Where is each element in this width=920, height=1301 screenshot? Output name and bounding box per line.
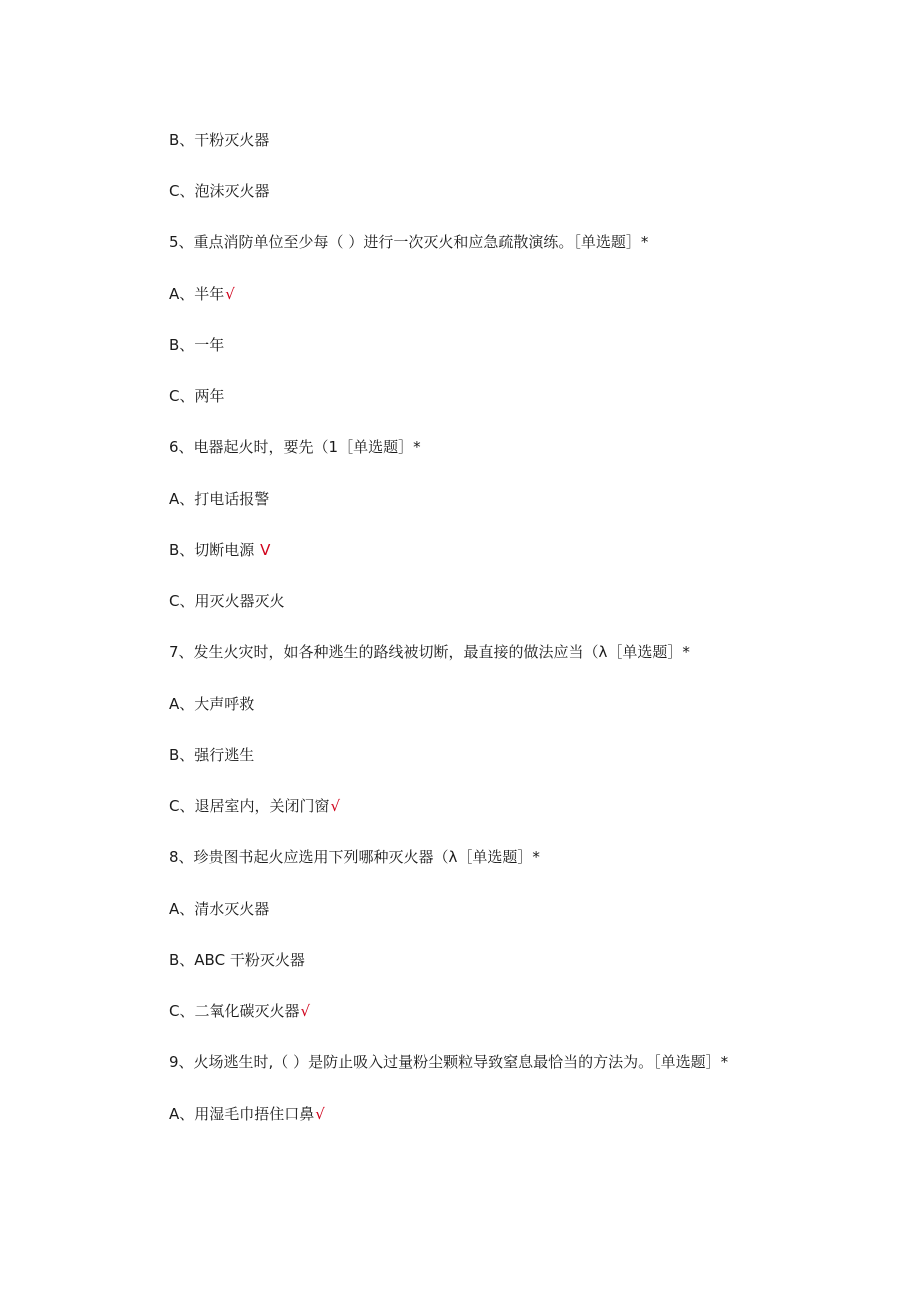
option-text: B、强行逃生 (169, 746, 255, 764)
question-line (169, 847, 541, 867)
option-line (169, 1104, 325, 1124)
question-text: 9、火场逃生时,（ ）是防止吸入过量粉尘颗粒导致窒息最恰当的方法为。［单选题］* (169, 1053, 729, 1071)
answer-mark: V (260, 541, 271, 559)
question-line (169, 1052, 729, 1072)
option-line (169, 796, 340, 816)
answer-mark: √ (315, 1105, 325, 1123)
option-line (169, 284, 235, 304)
answer-mark: √ (300, 1002, 311, 1020)
answer-mark: √ (225, 285, 235, 303)
question-text: 8、珍贵图书起火应选用下列哪种灭火器（λ［单选题］* (169, 848, 540, 866)
option-text: A、半年 (169, 285, 225, 303)
option-text: C、退居室内，关闭门窗 (169, 797, 330, 815)
option-text: B、一年 (169, 336, 225, 354)
option-text: B、ABC 干粉灭火器 (169, 951, 305, 969)
option-line (169, 591, 285, 611)
option-text: A、大声呼救 (169, 695, 255, 713)
question-text: 7、发生火灾时，如各种逃生的路线被切断，最直接的做法应当（λ［单选题］* (169, 643, 690, 661)
question-text: 5、重点消防单位至少每（ ）进行一次灭火和应急疏散演练。［单选题］* (169, 233, 649, 251)
option-text: C、泡沫灭火器 (169, 182, 270, 200)
option-line (169, 950, 306, 970)
option-line (169, 335, 225, 355)
option-text: C、用灭火器灭火 (169, 592, 285, 610)
option-text: B、干粉灭火器 (169, 131, 270, 149)
option-text: A、打电话报警 (169, 490, 270, 508)
question-line (169, 642, 691, 662)
question-text: 6、电器起火时，要先（1［单选题］* (169, 438, 421, 456)
question-line (169, 232, 649, 252)
option-line (169, 694, 255, 714)
option-text: C、二氧化碳灭火器 (169, 1002, 300, 1020)
answer-mark: √ (330, 797, 341, 815)
option-line (169, 386, 225, 406)
option-line (169, 899, 270, 919)
option-line (169, 745, 255, 765)
option-text: B、切断电源 (169, 541, 260, 559)
option-line (169, 540, 270, 560)
option-text: C、两年 (169, 387, 225, 405)
option-text: A、用湿毛巾捂住口鼻 (169, 1105, 315, 1123)
option-line (169, 1001, 310, 1021)
option-line (169, 130, 270, 150)
option-line (169, 181, 270, 201)
option-line (169, 489, 270, 509)
question-line (169, 437, 422, 457)
option-text: A、清水灭火器 (169, 900, 270, 918)
